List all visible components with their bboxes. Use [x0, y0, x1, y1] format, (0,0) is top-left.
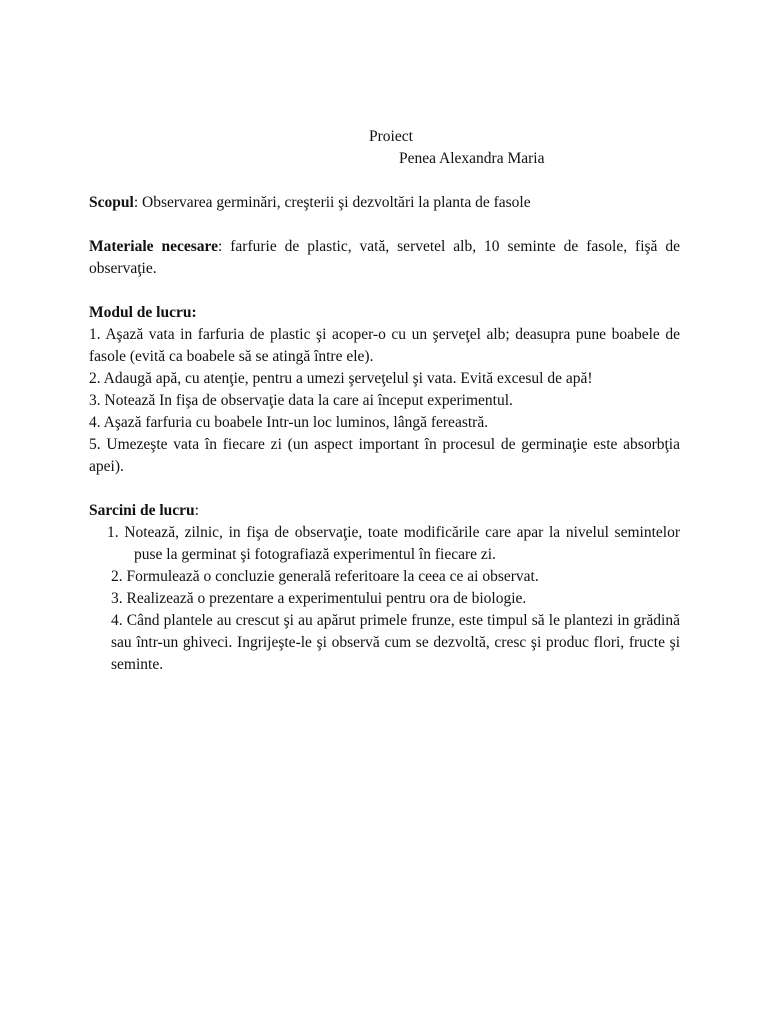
project-title: Proiect	[369, 128, 413, 145]
scope-text: : Observarea germinări, creşterii şi dezvoltări la planta de fasole	[133, 194, 531, 211]
method-step: 4. Aşază farfuria cu boabele Intr-un loc luminos, lângă fereastră.	[89, 414, 489, 431]
tasks-label-suffix: :	[194, 502, 199, 519]
spacer	[89, 478, 680, 500]
spacer	[89, 170, 680, 192]
method-step: 2. Adaugă apă, cu atenţie, pentru a umezi şerveţelul şi vata. Evită excesul de apă!	[89, 370, 593, 387]
method-step: 1. Aşază vata in farfuria de plastic şi acoper-o cu un şerveţel alb; deasupra pune boabele de fasole (evită ca boabele să se atingă între ele).	[89, 326, 680, 365]
method-step: 5. Umezeşte vata în fiecare zi (un aspect important în procesul de germinaţie este absorbţia apei).	[89, 436, 680, 475]
task-item: 4. Când plantele au crescut şi au apărut primele frunze, este timpul să le plantezi in grădină sau într-un ghiveci. Ingrijeşte-le şi observă cum se dezvoltă, cresc şi produc flori, fructe şi seminte.	[111, 612, 680, 673]
tasks-label: Sarcini de lucru	[89, 502, 195, 519]
document-body	[89, 126, 680, 676]
materials-text: : farfurie de plastic, vată, servetel alb, 10 seminte de fasole, fişă de observaţie.	[89, 238, 680, 277]
task-item: 1. Notează, zilnic, in fişa de observaţie, toate modificările care apar la nivelul semintelor puse la germinat şi fotografiază experimentul în fiecare zi.	[107, 524, 680, 563]
method-step: 3. Notează In fişa de observaţie data la care ai început experimentul.	[89, 392, 513, 409]
task-item: 3. Realizează o prezentare a experimentului pentru ora de biologie.	[111, 590, 527, 607]
scope-paragraph	[89, 192, 680, 214]
tasks-heading	[89, 500, 680, 522]
scope-label: Scopul	[89, 194, 134, 211]
method-heading: Modul de lucru:	[89, 304, 197, 321]
spacer	[89, 214, 680, 236]
tasks-list	[89, 522, 680, 676]
materials-label: Materiale necesare	[89, 238, 219, 255]
author-name: Penea Alexandra Maria	[399, 150, 545, 167]
task-item: 2. Formulează o concluzie generală referitoare la ceea ce ai observat.	[111, 568, 539, 585]
spacer	[89, 280, 680, 302]
materials-paragraph	[89, 236, 680, 280]
